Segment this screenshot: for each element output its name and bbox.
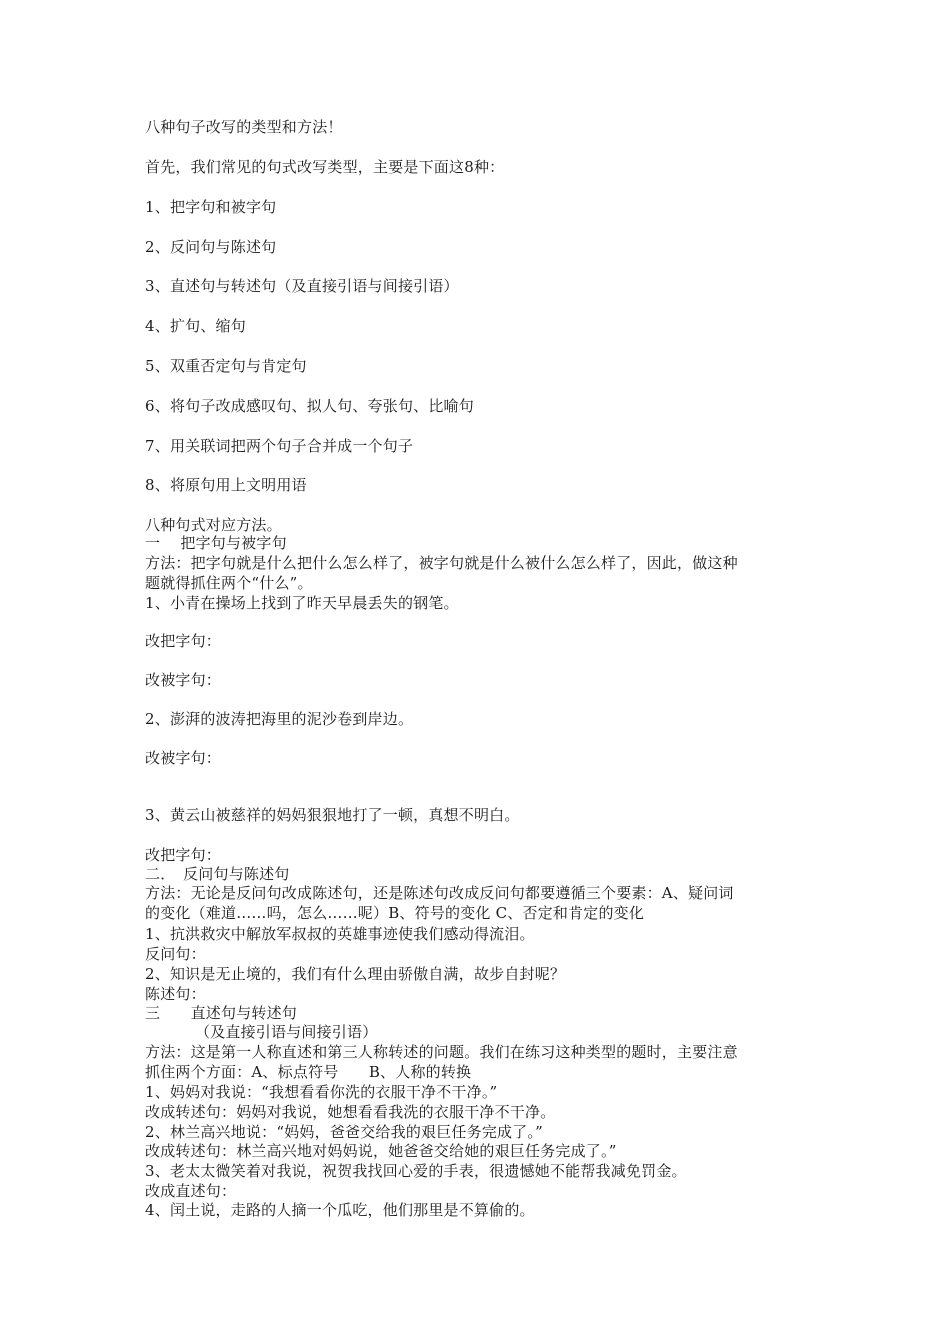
- exercise-label: 改成直述句：: [145, 1182, 237, 1200]
- example-sentence: 1、抗洪救灾中解放军叔叔的英雄事迹使我们感动得流泪。: [145, 925, 535, 943]
- answer-sentence: 改成转述句：林兰高兴地对妈妈说，她爸爸交给她的艰巨任务完成了。”: [145, 1142, 617, 1160]
- example-sentence: 1、妈妈对我说：“我想看看你洗的衣服干净不干净。”: [145, 1083, 498, 1101]
- exercise-label: 反问句：: [145, 945, 206, 963]
- section-heading-1: 一 把字句与被字句: [145, 534, 287, 552]
- method-text: 抓住两个方面：A、标点符号 B、人称的转换: [145, 1063, 472, 1081]
- section-heading-3: 三 直述句与转述句: [145, 1004, 298, 1022]
- methods-heading: 八种句式对应方法。: [145, 516, 282, 534]
- type-item: 1、把字句和被字句: [145, 198, 277, 216]
- type-item: 7、用关联词把两个句子合并成一个句子: [145, 437, 414, 455]
- exercise-label: 改把字句：: [145, 632, 222, 650]
- section-heading-2: 二． 反问句与陈述句: [145, 865, 290, 883]
- example-sentence: 3、黄云山被慈祥的妈妈狠狠地打了一顿，真想不明白。: [145, 806, 520, 824]
- example-sentence: 3、老太太微笑着对我说，祝贺我找回心爱的手表，很遗憾她不能帮我减免罚金。: [145, 1162, 687, 1180]
- document-title: 八种句子改写的类型和方法！: [145, 118, 343, 136]
- method-text: 方法：无论是反问句改成陈述句，还是陈述句改成反问句都要遵循三个要素：A、疑问词: [145, 884, 734, 902]
- answer-sentence: 改成转述句：妈妈对我说，她想看看我洗的衣服干净不干净。: [145, 1103, 556, 1121]
- intro-paragraph: 首先，我们常见的句式改写类型，主要是下面这8种：: [145, 158, 505, 176]
- example-sentence: 2、知识是无止境的，我们有什么理由骄傲自满，故步自封呢？: [145, 965, 566, 983]
- method-text: 题就得抓住两个“什么”。: [145, 574, 313, 592]
- example-sentence: 1、小青在操场上找到了昨天早晨丢失的钢笔。: [145, 594, 459, 612]
- method-text: 方法：把字句就是什么把什么怎么样了，被字句就是什么被什么怎么样了，因此，做这种: [145, 554, 738, 572]
- type-item: 4、扩句、缩句: [145, 317, 246, 335]
- section-subheading: （及直接引语与间接引语）: [195, 1023, 378, 1041]
- method-text: 的变化（难道……吗，怎么……呢）B、符号的变化 C、否定和肯定的变化: [145, 904, 645, 922]
- exercise-label: 改被字句：: [145, 749, 222, 767]
- example-sentence: 2、林兰高兴地说：“妈妈，爸爸交给我的艰巨任务完成了。”: [145, 1123, 543, 1141]
- example-sentence: 4、闰土说，走路的人摘一个瓜吃，他们那里是不算偷的。: [145, 1201, 535, 1219]
- exercise-label: 改被字句：: [145, 671, 222, 689]
- type-item: 5、双重否定句与肯定句: [145, 357, 307, 375]
- exercise-label: 陈述句：: [145, 985, 206, 1003]
- method-text: 方法：这是第一人称直述和第三人称转述的问题。我们在练习这种类型的题时，主要注意: [145, 1043, 738, 1061]
- example-sentence: 2、澎湃的波涛把海里的泥沙卷到岸边。: [145, 710, 414, 728]
- type-item: 8、将原句用上文明用语: [145, 476, 307, 494]
- exercise-label: 改把字句：: [145, 846, 222, 864]
- type-item: 2、反问句与陈述句: [145, 238, 277, 256]
- type-item: 3、直述句与转述句（及直接引语与间接引语）: [145, 277, 459, 295]
- type-item: 6、将句子改成感叹句、拟人句、夸张句、比喻句: [145, 397, 474, 415]
